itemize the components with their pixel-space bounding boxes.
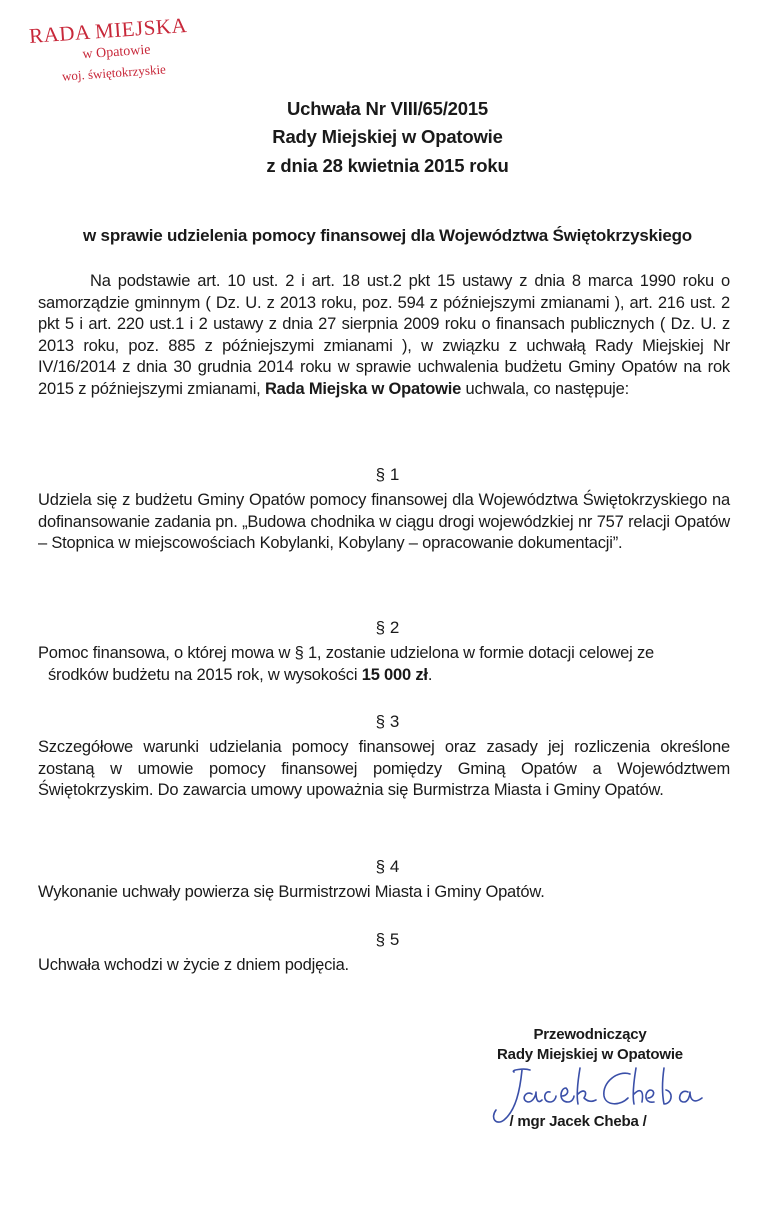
signature-name: / mgr Jacek Cheba / (509, 1113, 647, 1130)
preamble (38, 271, 730, 400)
section-5-text: Uchwała wchodzi w życie z dniem podjęcia. (38, 956, 349, 974)
council-stamp (28, 8, 203, 100)
signature-body: Rady Miejskiej w Opatowie (497, 1046, 683, 1063)
preamble-bold: Rada Miejska w Opatowie (264, 379, 462, 398)
resolution-subject: w sprawie udzielenia pomocy finansowej dla Województwa Świętokrzyskiego (83, 226, 692, 245)
section-4-label: § 4 (375, 857, 400, 876)
section-4-text: Wykonanie uchwały powierza się Burmistrzowi Miasta i Gminy Opatów. (38, 883, 545, 901)
section-3-text: Szczegółowe warunki udzielania pomocy finansowej oraz zasady jej rozliczenia określone zostaną w umowie pomocy finansowej pomiędzy Gminą Opatów a Województwem Świętokrzyskim. Do zawarcia umowy upoważnia się Burmistrza Miasta i Gminy Opatów. (38, 738, 730, 799)
section-2-label: § 2 (375, 618, 400, 637)
signature-role: Przewodniczący (533, 1026, 647, 1043)
section-2-text: środków budżetu na 2015 rok, w wysokości (48, 666, 358, 684)
section-5-label: § 5 (375, 930, 400, 949)
preamble-text: Na podstawie art. 10 ust. 2 i art. 18 ust.2 pkt 15 ustawy z dnia 8 marca 1990 roku o samorządzie gminnym ( Dz. U. z 2013 roku, poz. 594 z późniejszymi zmianami ), art. 216 ust. 2 pkt 5 i art. 220 ust.1 i 2 ustawy z dnia 27 sierpnia 2009 roku o finansach publicznych ( Dz. U. z 2013 roku, poz. 885 z późniejszymi zmianami ), w związku z uchwałą Rady Miejskiej Nr IV/16/2014 z dnia 30 grudnia 2014 roku w sprawie uchwalenia budżetu Gminy Opatów na rok 2015 z późniejszymi zmianami, (38, 272, 730, 398)
resolution-number: Uchwała Nr VIII/65/2015 (286, 98, 489, 119)
stamp-line-2: w Opatowie (82, 42, 151, 63)
resolution-date: z dnia 28 kwietnia 2015 roku (266, 155, 509, 176)
section-1-label: § 1 (375, 465, 400, 484)
section-1-text: Udziela się z budżetu Gminy Opatów pomocy finansowej dla Województwa Świętokrzyskiego na dofinansowanie zadania pn. „Budowa chodnika w ciągu drogi wojewódzkiej nr 757 relacji Opatów – Stopnica w miejscowościach Kobylanki, Kobylany – opracowanie dokumentacji”. (38, 491, 730, 552)
section-2-amount: 15 000 zł (361, 666, 428, 684)
resolution-issuer: Rady Miejskiej w Opatowie (272, 126, 503, 147)
stamp-line-3: woj. świętokrzyskie (61, 61, 167, 84)
preamble-tail: uchwala, co następuje: (465, 379, 630, 398)
stamp-line-1: RADA MIEJSKA (28, 12, 188, 48)
section-2-line-2 (48, 665, 730, 687)
section-3-label: § 3 (375, 712, 400, 731)
section-2-line-1: Pomoc finansowa, o której mowa w § 1, zostanie udzielona w formie dotacji celowej ze (38, 644, 655, 662)
section-2-end: . (427, 666, 433, 684)
